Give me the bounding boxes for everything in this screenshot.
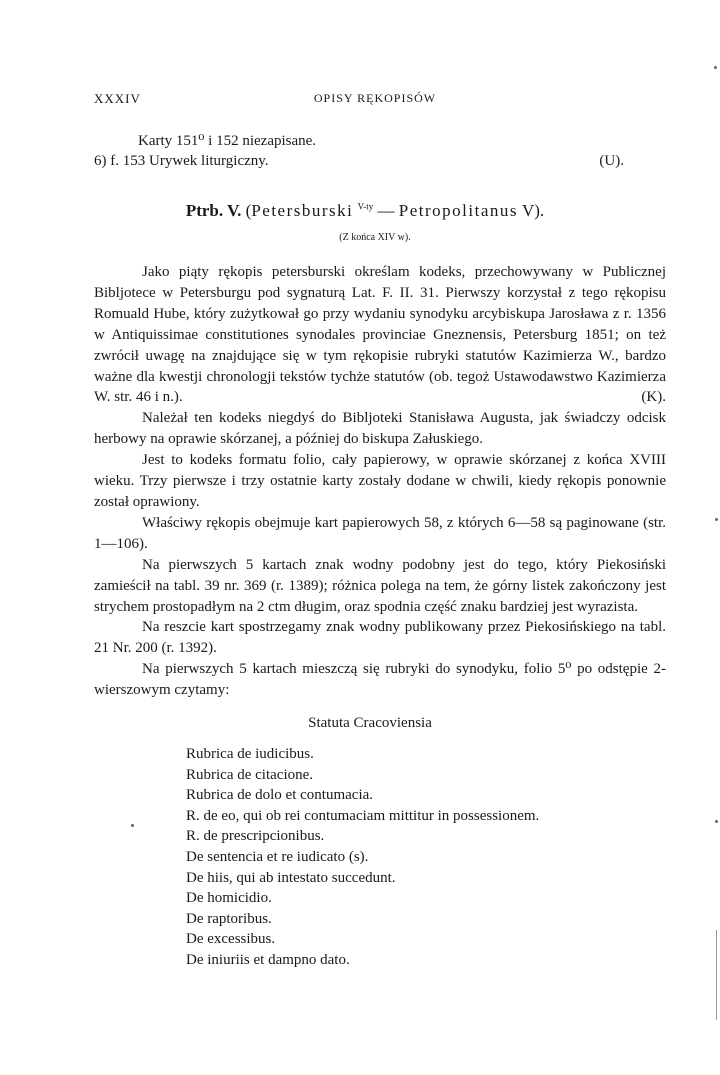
paragraph: Jest to kodeks formatu folio, cały papierowy, w oprawie skórzanej z końca XVIII wieku. Trzy pierwsze i trzy ostatnie karty zostały dodane w chwili, kiedy rękopis ponownie został oprawiony. <box>94 452 666 510</box>
heading-name-la: Petropolitanus <box>398 201 519 220</box>
page-number: XXXIV <box>94 91 141 106</box>
paragraph: Na pierwszych 5 kartach mieszczą się rubryki do synodyku, folio 5⁰ po odstępie 2-wierszowym czytamy: <box>94 661 666 699</box>
list-item: Rubrica de citacione. <box>186 766 314 783</box>
description-body <box>94 262 666 701</box>
list-item: De hiis, qui ab intestato succedunt. <box>186 869 396 886</box>
heading-subtitle: (Z końca XIV w). <box>339 232 411 243</box>
list-item: Rubrica de dolo et contumacia. <box>186 787 374 804</box>
scan-speck <box>131 824 134 827</box>
running-title: OPISY RĘKOPISÓW <box>313 91 437 105</box>
scan-speck <box>714 66 717 69</box>
list-item: De excessibus. <box>186 931 276 948</box>
siglum-mark: (U). <box>599 153 624 169</box>
scan-speck <box>715 820 718 823</box>
list-item: R. de prescripcionibus. <box>186 828 325 845</box>
scan-speck <box>715 518 718 521</box>
liturgical-fragment-text: 6) f. 153 Urywek liturgiczny. <box>94 153 269 169</box>
heading-sup: V-ty <box>357 201 374 212</box>
manuscript-heading: Ptrb. V. (Petersburski $^{V-ty}$ — Petropolitanus V). <box>185 201 545 220</box>
paragraph: Należał ten kodeks niegdyś do Bibljoteki Stanisława Augusta, jak świadczy odcisk herbowy na oprawie skórzanej, a później do biskupa Załuskiego. <box>94 410 666 448</box>
paragraph: Właściwy rękopis obejmuje kart papierowych 58, z których 6—58 są paginowane (str. 1—106). <box>94 514 666 552</box>
list-item: De iniuriis et dampno dato. <box>186 951 350 968</box>
scan-edge-mark <box>716 930 717 1020</box>
liturgical-fragment-line <box>94 151 624 171</box>
blank-leaves-note: Karty 151⁰ i 152 niezapisane. <box>138 133 317 149</box>
rubric-list <box>186 744 539 971</box>
paragraph: Na pierwszych 5 kartach znak wodny podobny jest do tego, który Piekosiński zamieścił na tabl. 39 nr. 369 (r. 1389); różnica polega na tem, że górny listek zakończony jest strychem prostopadłym na 2 ctm długim, oraz spodnia część znaku bardziej jest wyrazista. <box>94 556 666 615</box>
heading-name-pl: Petersburski <box>251 201 354 220</box>
list-item: De sentencia et re iudicato (s). <box>186 848 369 865</box>
list-item: De raptoribus. <box>186 910 272 927</box>
list-item: De homicidio. <box>186 890 272 907</box>
paragraph: Na reszcie kart spostrzegamy znak wodny publikowany przez Piekosińskiego na tabl. 21 Nr. 200 (r. 1392). <box>94 619 666 657</box>
siglum-mark: (K). <box>641 389 666 406</box>
heading-label: Ptrb. V. <box>185 201 242 220</box>
paragraph: Jako piąty rękopis petersburski określam kodeks, przechowywany w Publicznej Bibljotece w Petersburgu pod sygnaturą Lat. F. II. 31. Pierwszy korzystał z tego rękopisu Romuald Hube, który zużytkował go przy wydaniu synodyku arcybiskupa Jarosława z r. 1356 w Antiquissimae constitutiones synodales provinciae Gneznensis, Petersburg 1851; on też zwrócił uwagę na znajdujące się w tym rękopisie rubryki statutów Kazimierza W., bardzo ważne dla kwestji chronologji tekstów tychże statutów (ob. tegoż Ustawodawstwo Kazimierza W. str. 46 i n.). (K). <box>94 262 666 408</box>
section-title: Statuta Cracoviensia <box>308 715 432 731</box>
list-item: R. de eo, qui ob rei contumaciam mittitur in possessionem. <box>186 807 540 824</box>
list-item: Rubrica de iudicibus. <box>186 746 314 762</box>
